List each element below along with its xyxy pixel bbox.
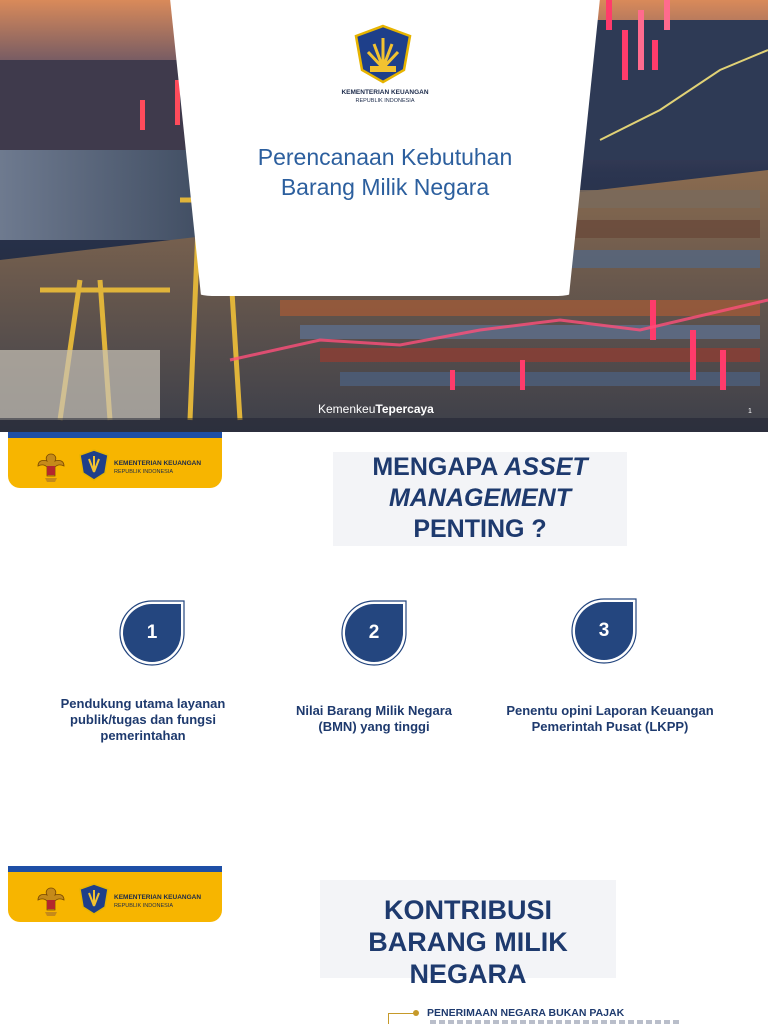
question-pre: MENGAPA bbox=[372, 453, 505, 481]
header-badge bbox=[8, 866, 222, 922]
point-1-text bbox=[40, 696, 246, 744]
garuda-emblem-icon bbox=[36, 884, 66, 918]
point-line: Nilai Barang Milik Negara bbox=[295, 703, 453, 718]
contribution-title-line: KONTRIBUSI bbox=[384, 895, 552, 925]
question-box bbox=[333, 452, 627, 546]
point-2-text bbox=[270, 703, 478, 735]
why-asset-management-slide bbox=[0, 432, 768, 864]
question-post: PENTING ? bbox=[413, 515, 547, 543]
connector-line bbox=[388, 1013, 389, 1024]
badge-ministry-subtitle: REPUBLIK INDONESIA bbox=[114, 903, 173, 909]
number-label: 3 bbox=[598, 620, 610, 641]
title-card-content bbox=[166, 0, 604, 296]
badge-ministry-name: KEMENTERIAN KEUANGAN bbox=[114, 894, 202, 901]
cover-title-line1: Perencanaan Kebutuhan bbox=[257, 144, 513, 170]
connector-dot bbox=[413, 1010, 419, 1016]
pnbp-description-cut bbox=[430, 1020, 680, 1024]
point-line: Pendukung utama layanan bbox=[60, 696, 226, 711]
kemenkeu-logo-icon bbox=[78, 449, 110, 481]
point-3-text bbox=[492, 703, 728, 735]
point-line: (BMN) yang tinggi bbox=[318, 719, 430, 734]
page-number: 1 bbox=[748, 408, 752, 415]
cover-title bbox=[166, 142, 604, 202]
garuda-emblem-icon bbox=[36, 450, 66, 484]
cover-title-line2: Barang Milik Negara bbox=[280, 174, 490, 200]
pnbp-heading: PENERIMAAN NEGARA BUKAN PAJAK bbox=[427, 1007, 625, 1019]
number-marker-3 bbox=[571, 598, 637, 664]
kemenkeu-logo-icon bbox=[352, 24, 414, 84]
question-italic: ASSET MANAGEMENT bbox=[389, 453, 588, 512]
number-label: 1 bbox=[146, 622, 158, 643]
cover-slide bbox=[0, 0, 768, 432]
badge-ministry-subtitle: REPUBLIK INDONESIA bbox=[114, 469, 173, 475]
point-line: Pemerintah Pusat (LKPP) bbox=[531, 719, 689, 734]
tagline bbox=[318, 402, 434, 416]
ministry-name: KEMENTERIAN KEUANGAN bbox=[341, 89, 429, 96]
contribution-title-line: BARANG MILIK bbox=[368, 927, 568, 957]
point-line: publik/tugas dan fungsi bbox=[70, 712, 216, 727]
number-label: 2 bbox=[368, 622, 380, 643]
number-marker-1 bbox=[119, 600, 185, 666]
point-line: Penentu opini Laporan Keuangan bbox=[506, 703, 714, 718]
header-badge bbox=[8, 432, 222, 488]
kemenkeu-logo-icon bbox=[78, 883, 110, 915]
contribution-title-line: NEGARA bbox=[409, 959, 527, 989]
point-line: pemerintahan bbox=[100, 728, 186, 743]
tagline-prefix: Kemenkeu bbox=[318, 402, 376, 416]
tagline-bold: Tepercaya bbox=[375, 402, 434, 416]
ministry-subtitle: REPUBLIK INDONESIA bbox=[355, 98, 415, 104]
contribution-title bbox=[320, 894, 616, 990]
badge-ministry-name: KEMENTERIAN KEUANGAN bbox=[114, 460, 202, 467]
number-marker-2 bbox=[341, 600, 407, 666]
contribution-slide bbox=[0, 864, 768, 1024]
question-title bbox=[333, 452, 627, 545]
contribution-title-box bbox=[320, 880, 616, 989]
